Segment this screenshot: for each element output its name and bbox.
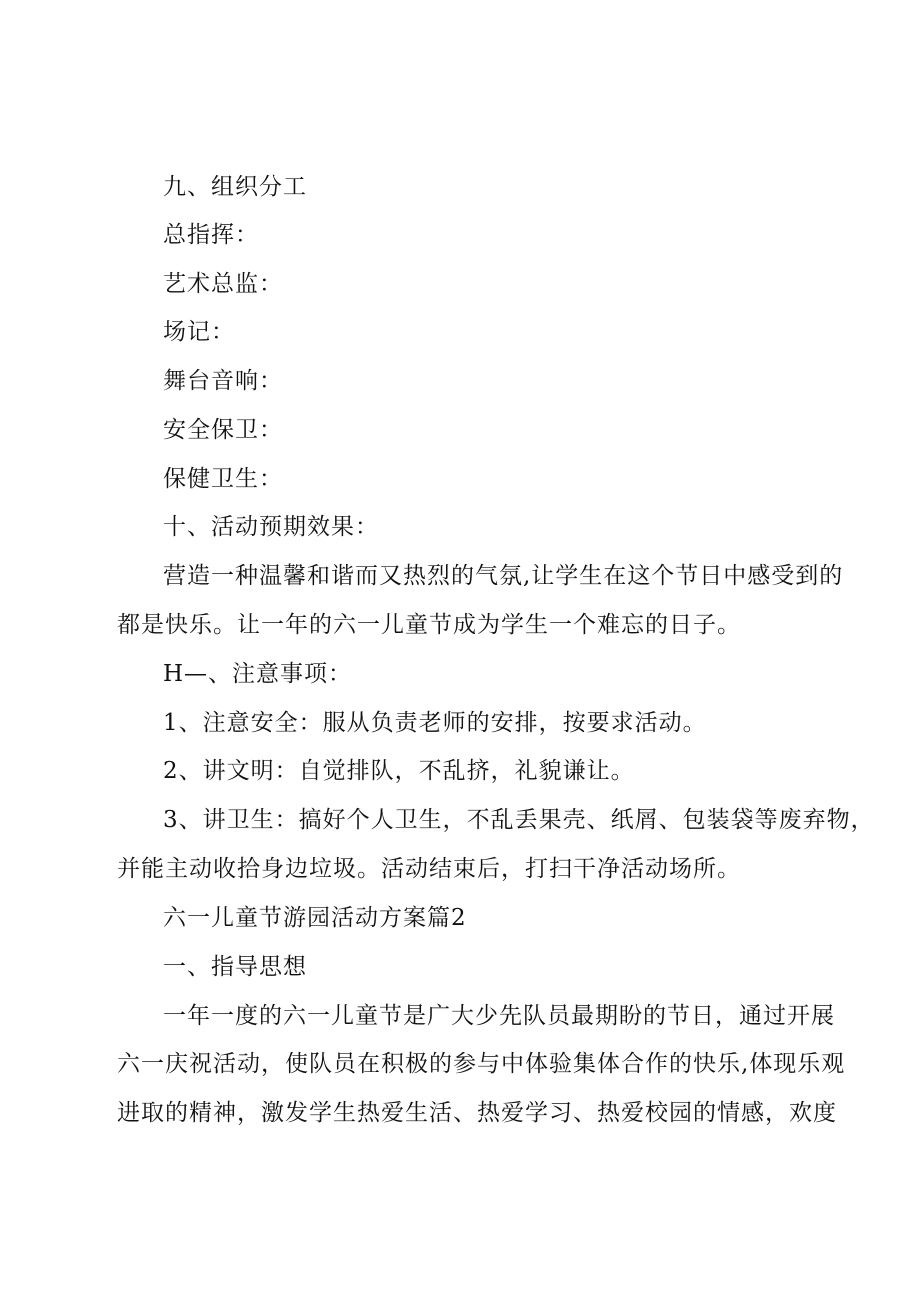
section-heading-expected-effect: 十、活动预期效果： — [163, 514, 379, 540]
paragraph-line: 营造一种温馨和谐而又热烈的气氛,让学生在这个节日中感受到的 — [163, 563, 844, 589]
paragraph-line: 进取的精神，激发学生热爱生活、热爱学习、热爱校园的情感，欢度 — [117, 1100, 837, 1126]
role-security: 安全保卫： — [163, 417, 283, 443]
plan-title: 六一儿童节游园活动方案篇2 — [163, 905, 467, 931]
list-item: 1、注意安全：服从负责老师的安排，按要求活动。 — [163, 710, 707, 736]
paragraph-line: 六一庆祝活动，使队员在积极的参与中体验集体合作的快乐,体现乐观 — [117, 1051, 846, 1077]
section-heading-guiding-ideology: 一、指导思想 — [163, 954, 307, 980]
role-stage-audio: 舞台音响： — [163, 368, 283, 394]
role-recorder: 场记： — [163, 319, 235, 345]
role-commander: 总指挥： — [163, 222, 259, 248]
paragraph-line: 一年一度的六一儿童节是广大少先队员最期盼的节日，通过开展 — [163, 1003, 835, 1029]
list-item: 3、讲卫生：搞好个人卫生，不乱丢果壳、纸屑、包装袋等废弃物， — [163, 807, 875, 833]
paragraph-line: 都是快乐。让一年的六一儿童节成为学生一个难忘的日子。 — [117, 612, 741, 638]
section-heading-notes: H—、注意事项： — [163, 661, 353, 687]
paragraph-line: 并能主动收拾身边垃圾。活动结束后，打扫干净活动场所。 — [117, 856, 741, 882]
role-art-director: 艺术总监： — [163, 271, 283, 297]
section-heading-organization: 九、组织分工 — [163, 174, 307, 200]
role-health: 保健卫生： — [163, 466, 283, 492]
list-item: 2、讲文明：自觉排队，不乱挤，礼貌谦让。 — [163, 758, 635, 784]
